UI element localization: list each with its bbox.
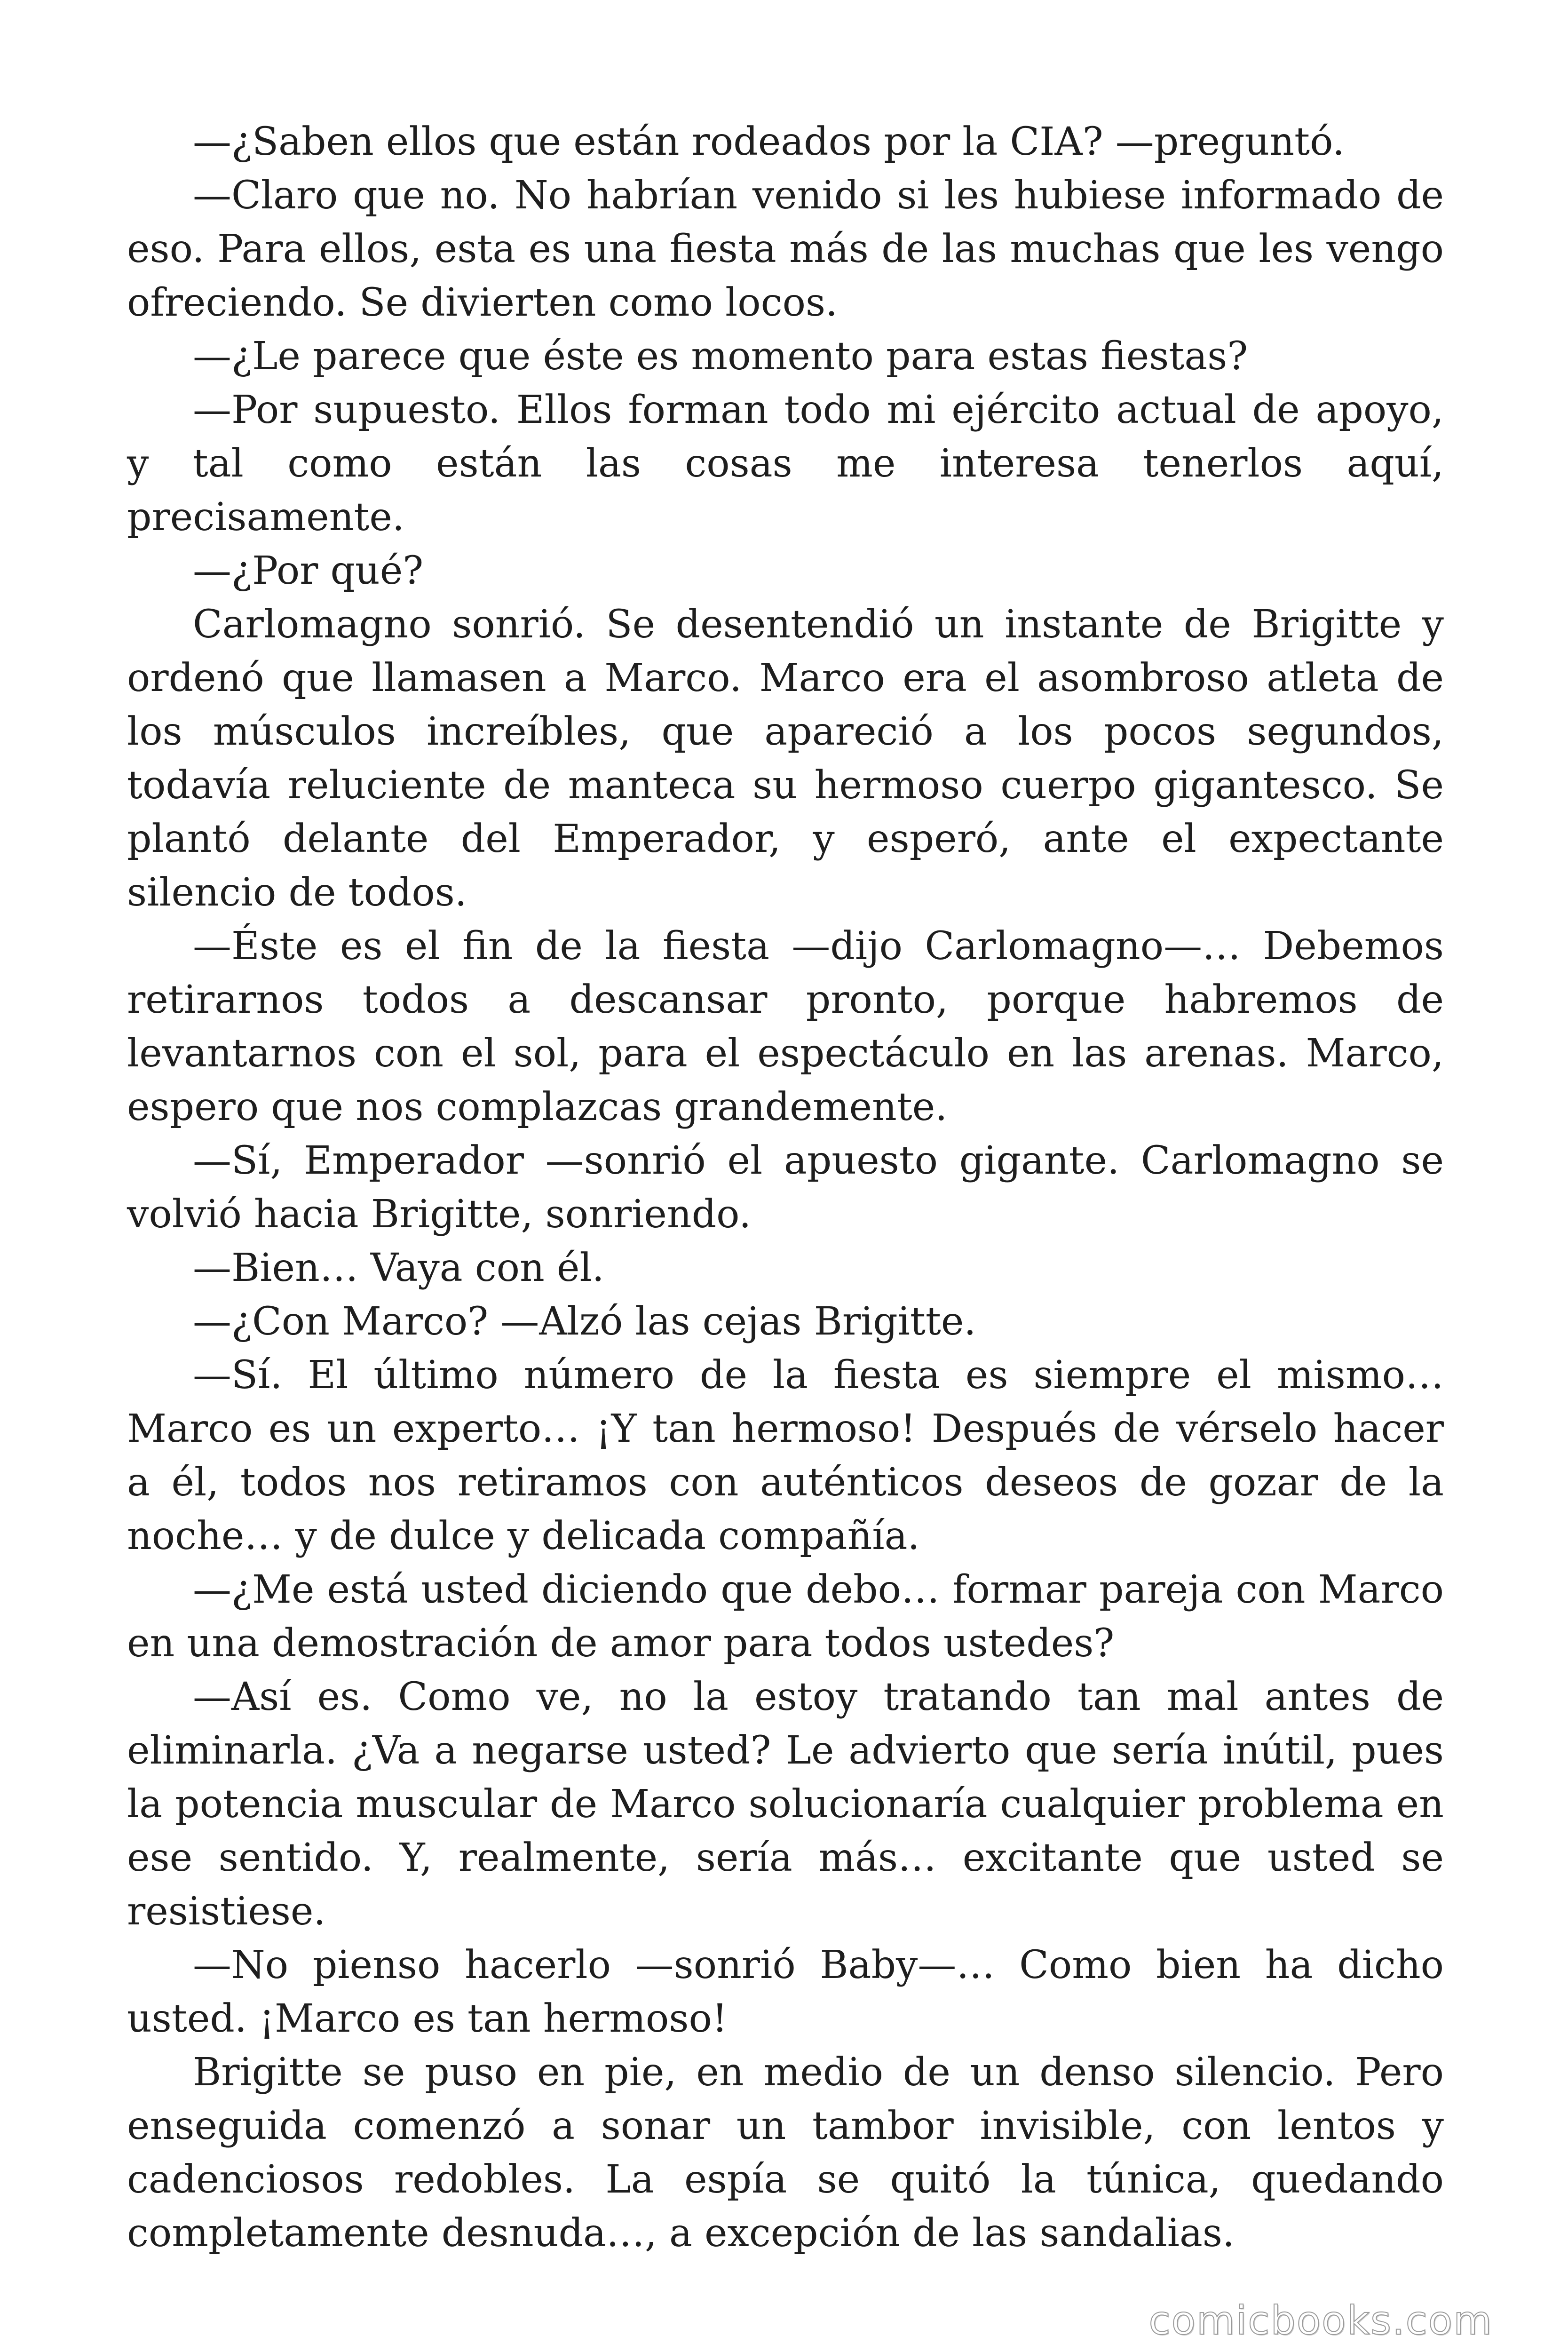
watermark: comicbooks.com: [1148, 2297, 1493, 2344]
paragraph-1: —¿Saben ellos que están rodeados por la CIA? —preguntó.: [193, 119, 1345, 164]
paragraph-13: —Así es. Como ve, no la estoy tratando tan mal antes de eliminarla. ¿Va a negarse usted? Le advierto que sería inútil, pues la potencia muscular de Marco solucionaría cualquier problema en ese sentido. Y, realmente, sería más… excitante que usted se resistiese.: [127, 1675, 1444, 1934]
paragraph-9: —Bien… Vaya con él.: [193, 1246, 604, 1290]
paragraph-14: —No pienso hacerlo —sonrió Baby—… Como bien ha dicho usted. ¡Marco es tan hermoso!: [127, 1943, 1444, 2041]
paragraph-4: —Por supuesto. Ellos forman todo mi ejército actual de apoyo, y tal como están las cosas me interesa tenerlos aquí, precisamente.: [127, 388, 1444, 540]
paragraph-5: —¿Por qué?: [193, 548, 424, 593]
paragraph-7: —Éste es el fin de la fiesta —dijo Carlomagno—… Debemos retirarnos todos a descansar pronto, porque habremos de levantarnos con el sol, para el espectáculo en las arenas. Marco, espero que nos complazcas grandemente.: [127, 924, 1444, 1129]
paragraph-2: —Claro que no. No habrían venido si les hubiese informado de eso. Para ellos, esta es una fiesta más de las muchas que les vengo ofreciendo. Se divierten como locos.: [127, 173, 1444, 325]
paragraph-6: Carlomagno sonrió. Se desentendió un instante de Brigitte y ordenó que llamasen a Marco. Marco era el asombroso atleta de los músculos increíbles, que apareció a los pocos segundos, todavía reluciente de manteca su hermoso cuerpo gigantesco. Se plantó delante del Emperador, y esperó, ante el expectante silencio de todos.: [127, 602, 1444, 915]
page-text: [127, 115, 1444, 2260]
paragraph-12: —¿Me está usted diciendo que debo… formar pareja con Marco en una demostración de amor para todos ustedes?: [127, 1567, 1444, 1666]
paragraph-10: —¿Con Marco? —Alzó las cejas Brigitte.: [193, 1299, 976, 1344]
paragraph-8: —Sí, Emperador —sonrió el apuesto gigante. Carlomagno se volvió hacia Brigitte, sonriendo.: [127, 1138, 1444, 1237]
paragraph-3: —¿Le parece que éste es momento para estas fiestas?: [193, 334, 1248, 379]
paragraph-15: Brigitte se puso en pie, en medio de un denso silencio. Pero enseguida comenzó a sonar un tambor invisible, con lentos y cadenciosos redobles. La espía se quitó la túnica, quedando completamente desnuda…, a excepción de las sandalias.: [127, 2050, 1444, 2256]
paragraph-11: —Sí. El último número de la fiesta es siempre el mismo… Marco es un experto… ¡Y tan hermoso! Después de vérselo hacer a él, todos nos retiramos con auténticos deseos de gozar de la noche… y de dulce y delicada compañía.: [127, 1353, 1444, 1558]
